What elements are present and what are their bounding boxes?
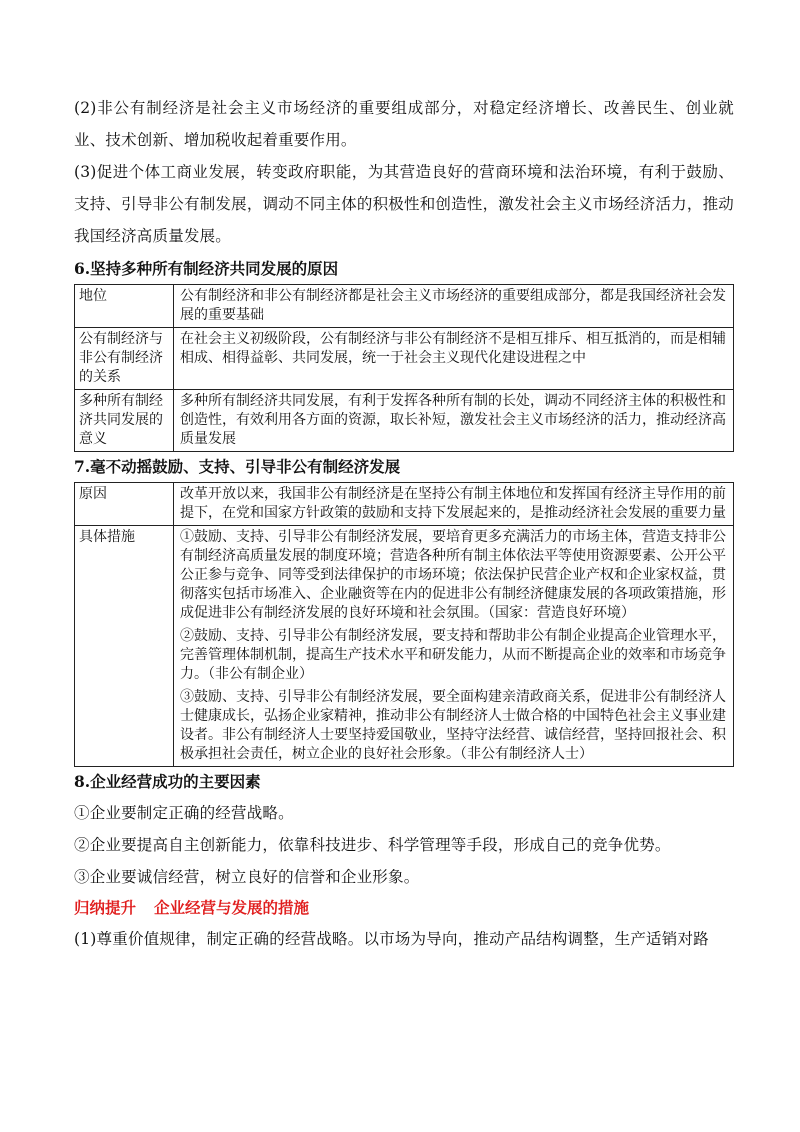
row-label: 地位 bbox=[75, 285, 174, 328]
table-row bbox=[75, 328, 734, 390]
intro-paragraph-2: (2)非公有制经济是社会主义市场经济的重要组成部分，对稳定经济增长、改善民生、创业就业、技术创新、增加税收起着重要作用。 bbox=[74, 99, 734, 149]
row-label: 多种所有制经济共同发展的意义 bbox=[75, 390, 174, 452]
summary-title: 企业经营与发展的措施 bbox=[154, 898, 310, 917]
intro-paragraph-3: (3)促进个体工商业发展，转变政府职能，为其营造良好的营商环境和法治环境，有利于鼓励、支持、引导非公有制发展，调动不同主体的积极性和创造性，激发社会主义市场经济活力，推动我国经济高质量发展。 bbox=[74, 163, 734, 245]
section-6-heading: 6.坚持多种所有制经济共同发展的原因 bbox=[74, 259, 339, 278]
row-content: 多种所有制经济共同发展，有利于发挥各种所有制的长处，调动不同经济主体的积极性和创造性，有效利用各方面的资源，取长补短，激发社会主义市场经济的活力，推动经济高质量发展 bbox=[174, 390, 734, 452]
list-item: ①企业要制定正确的经营战略。 bbox=[74, 804, 294, 822]
table-row bbox=[75, 390, 734, 452]
summary-tag: 归纳提升 bbox=[74, 898, 137, 917]
row-content: 公有制经济和非公有制经济都是社会主义市场经济的重要组成部分，都是我国经济社会发展的重要基础 bbox=[174, 285, 734, 328]
document-page bbox=[74, 92, 734, 955]
table-row bbox=[75, 526, 734, 767]
list-item: ②企业要提高自主创新能力，依靠科技进步、科学管理等手段，形成自己的竞争优势。 bbox=[74, 836, 671, 854]
summary-heading bbox=[74, 893, 734, 923]
row-label: 具体措施 bbox=[75, 526, 174, 767]
section-8-heading: 8.企业经营成功的主要因素 bbox=[74, 772, 261, 791]
section-6-table bbox=[74, 284, 734, 452]
summary-first-line: (1)尊重价值规律，制定正确的经营战略。以市场为导向，推动产品结构调整，生产适销对路 bbox=[74, 930, 709, 948]
row-label: 原因 bbox=[75, 483, 174, 526]
section-7-table bbox=[74, 482, 734, 767]
measure-item: ①鼓励、支持、引导非公有制经济发展，要培育更多充满活力的市场主体，营造支持非公有制经济高质量发展的制度环境；营造各种所有制主体依法平等使用资源要素、公开公平公正参与竞争、同等受到法律保护的市场环境；依法保护民营企业产权和企业家权益，贯彻落实包括市场准入、企业融资等在内的促进非公有制经济健康发展的各项政策措施，形成促进非公有制经济发展的良好环境和社会氛围。（国家：营造良好环境） bbox=[180, 529, 726, 621]
section-7-heading: 7.毫不动摇鼓励、支持、引导非公有制经济发展 bbox=[74, 457, 401, 476]
table-row bbox=[75, 285, 734, 328]
row-content: 改革开放以来，我国非公有制经济是在坚持公有制主体地位和发挥国有经济主导作用的前提下，在党和国家方针政策的鼓励和支持下发展起来的，是推动经济社会发展的重要力量 bbox=[174, 483, 734, 526]
measures-cell bbox=[174, 526, 734, 767]
table-row bbox=[75, 483, 734, 526]
measure-item: ③鼓励、支持、引导非公有制经济发展，要全面构建亲清政商关系，促进非公有制经济人士健康成长，弘扬企业家精神，推动非公有制经济人士做合格的中国特色社会主义事业建设者。非公有制经济人士要坚持爱国敬业，坚持守法经营、诚信经营，坚持回报社会、积极承担社会责任，树立企业的良好社会形象。（非公有制经济人士） bbox=[180, 689, 726, 762]
measure-item: ②鼓励、支持、引导非公有制经济发展，要支持和帮助非公有制企业提高企业管理水平，完善管理体制机制，提高生产技术水平和研发能力，从而不断提高企业的效率和市场竞争力。（非公有制企业） bbox=[180, 628, 726, 682]
row-label: 公有制经济与非公有制经济的关系 bbox=[75, 328, 174, 390]
row-content: 在社会主义初级阶段，公有制经济与非公有制经济不是相互排斥、相互抵消的，而是相辅相成、相得益彰、共同发展，统一于社会主义现代化建设进程之中 bbox=[174, 328, 734, 390]
list-item: ③企业要诚信经营，树立良好的信誉和企业形象。 bbox=[74, 868, 420, 886]
